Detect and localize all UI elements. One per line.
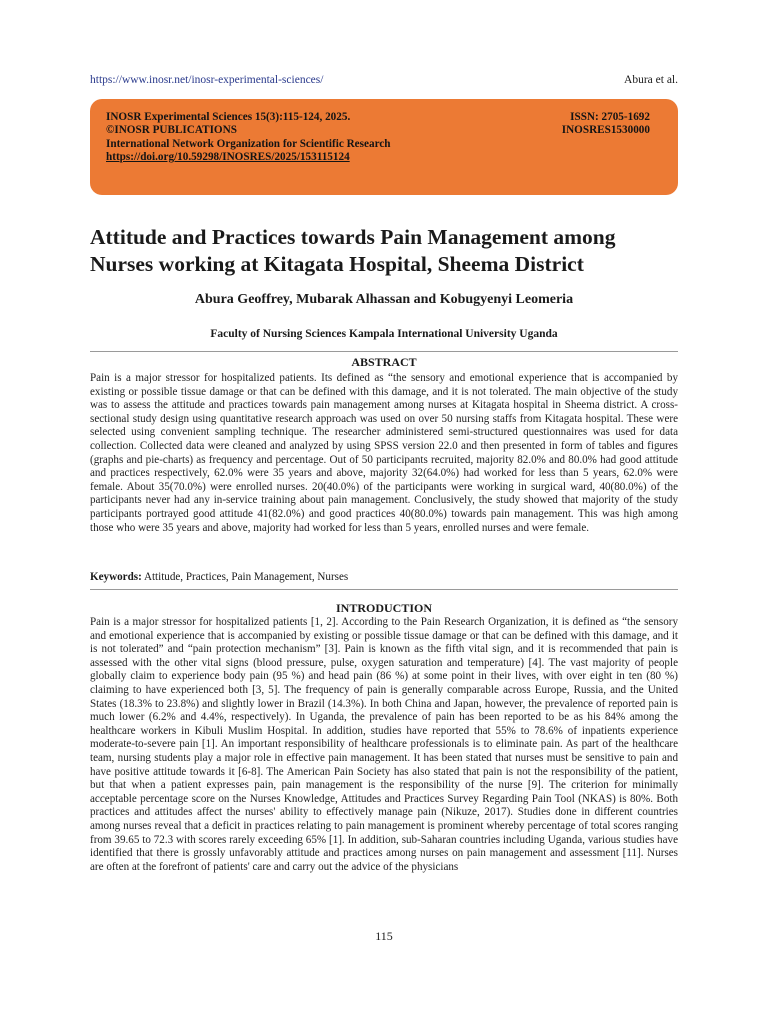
keywords-line xyxy=(90,571,678,583)
keywords-label: Keywords: xyxy=(90,571,142,583)
journal-code: INOSRES1530000 xyxy=(561,124,650,137)
abstract-text: Pain is a major stressor for hospitalized patients. Its defined as “the sensory and emotional experience that is accompanied by existing or possible tissue damage or that can be defined with this damage, and it is not tolerated. The main objective of the study was to assess the attitude and practices towards pain management among nurses at Kitagata hospital in Sheema district. A cross-sectional study design using quantitative research approach was used on over 50 nursing staffs from Kitagata hospital. These were selected using convenient sampling technique. The researcher administered semi-structured questionnaires was used for data collection. Collected data were cleaned and analyzed by using SPSS version 22.0 and then presented in form of tables and figures (graphs and pie-charts) as frequency and percentage. Out of 50 participants recruited, majority 82.0% and 80.0% had good attitude and practices respectively, 62.0% were 35 years and above, majority 32(64.0%) had worked for less than 5 years, 62.0% were female. About 35(70.0%) were enrolled nurses. 20(40.0%) of the participants were working in surgical ward, 40(80.0%) of the participants never had any in-service training about pain management. Conclusively, the study showed that majority of the study participants portrayed good attitude 41(82.0%) and good practices 40(80.0%) towards pain management. This was high among those who were 35 years and above, majority had worked for less than 5 years, enrolled nurses and were female. xyxy=(90,372,678,534)
introduction-heading: INTRODUCTION xyxy=(335,601,432,615)
organization-line: International Network Organization for Scientific Research xyxy=(106,137,391,150)
introduction-text: Pain is a major stressor for hospitalized patients [1, 2]. According to the Pain Research Organization, it is defined as “the sensory and emotional experience that is accompanied by existing or possible tissue damage or that can be defined with this damage, and it is not tolerated” and “pain protection mechanism” [3]. Pain is known as the fifth vital sign, and it is recommended that pain is assessed with the other vital signs (blood pressure, pulse, oxygen saturation and temperature) [4]. The vast majority of people globally claim to experience body pain (95 %) and head pain (86 %) at some point in their lives, with over eight in ten (80 %) claiming to have experienced both [3, 5]. The frequency of pain is generally comparable across Europe, Russia, and the United States (18.3% to 23.8%) and slightly lower in Brazil (14.3%). In both China and Japan, however, the prevalence of reported pain is much lower (6.2% and 4.4%, respectively). In Uganda, the prevalence of pain has been reported to be as his 84% among the healthcare workers in Kibuli Muslim Hospital. In addition, studies have reported that 55% to 78.6% of inpatients experience moderate-to-severe pain [1]. An important responsibility of healthcare professionals is to eliminate pain. As part of the healthcare team, nursing students play a major role in effective pain management. It has been stated that nurses must be sensitive to pain and have positive attitude towards it [6-8]. The American Pain Society has also stated that pain is not the responsibility of the patient, but that when a patient expresses pain, pain management is the responsibility of the nurse [9]. The criterion for minimally acceptable percentage score on the Nurses Knowledge, Attitudes and Practices Survey Regarding Pain Tool (NKAS) is 80%. Both practices and attitudes affect the nurses' ability to effectively manage pain (Nikuze, 2017). Studies done in different countries among nurses reveal that a deficit in practices relating to pain management is prominent whereby percentage of total scores ranging from 39.65 to 72.3 with scores rarely exceeding 65% [1]. In addition, sub-Saharan countries including Uganda, various studies have identified that there is grossly unfavorably attitude and practices among nurses on pain management and assessment [11]. Nurses are often at the forefront of patients' care and carry out the advice of the physicians xyxy=(90,616,678,873)
keywords-list: Attitude, Practices, Pain Management, Nurses xyxy=(143,571,349,583)
abstract-heading: ABSTRACT xyxy=(351,355,417,369)
abstract-top-divider xyxy=(90,351,678,352)
journal-banner xyxy=(90,99,678,195)
page-number: 115 xyxy=(375,929,393,943)
running-author: Abura et al. xyxy=(624,74,678,86)
banner-right xyxy=(562,111,650,138)
issn-line: ISSN: 2705-1692 xyxy=(570,111,650,123)
journal-url-link[interactable]: https://www.inosr.net/inosr-experimental-sciences/ xyxy=(90,74,324,86)
doi-link[interactable]: https://doi.org/10.59298/INOSRES/2025/153115124 xyxy=(106,151,350,164)
banner-left xyxy=(106,111,391,165)
journal-citation: INOSR Experimental Sciences 15(3):115-124, 2025. xyxy=(106,111,351,123)
article-title: Attitude and Practices towards Pain Management among Nurses working at Kitagata Hospital, Sheema District xyxy=(90,225,616,276)
author-list: Abura Geoffrey, Mubarak Alhassan and Kobugyenyi Leomeria xyxy=(194,292,574,307)
publisher-line: ©INOSR PUBLICATIONS xyxy=(106,124,237,137)
running-header xyxy=(90,74,678,86)
affiliation: Faculty of Nursing Sciences Kampala International University Uganda xyxy=(210,328,558,340)
abstract-bottom-divider xyxy=(90,589,678,590)
